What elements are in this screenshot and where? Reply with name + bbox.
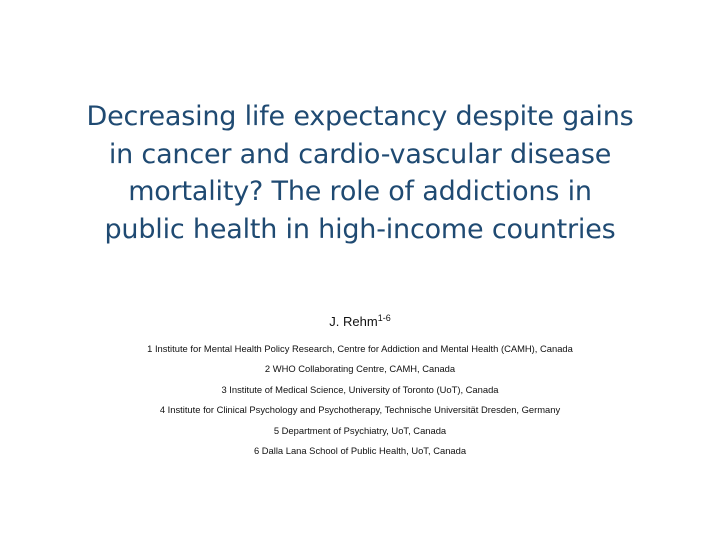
author-superscript: 1-6 [377,313,391,323]
affiliation-list [0,339,720,461]
affiliation-item-3: 3 Institute of Medical Science, University of Toronto (UoT), Canada [221,383,499,395]
title-line-4: public health in high-income countries [104,213,616,245]
affiliation-item-1: 1 Institute for Mental Health Policy Research, Centre for Addiction and Mental Health (CAMH), Canada [147,343,573,354]
affiliation-item-2: 2 WHO Collaborating Centre, CAMH, Canada [264,363,456,375]
affiliation-item-4: 4 Institute for Clinical Psychology and Psychotherapy, Technische Universität Dresden, Germany [159,404,561,416]
affiliation-item-5: 5 Department of Psychiatry, UoT, Canada [273,424,447,436]
title-line-2: in cancer and cardio-vascular disease [108,138,612,170]
title-line-3: mortality? The role of addictions in [128,176,592,207]
author-name: J. Rehm [329,314,378,329]
affiliation-item-6: 6 Dalla Lana School of Public Health, UoT, Canada [253,445,467,457]
title-line-1: Decreasing life expectancy despite gains [86,101,634,132]
slide-title [40,98,680,248]
author-line [0,312,720,332]
